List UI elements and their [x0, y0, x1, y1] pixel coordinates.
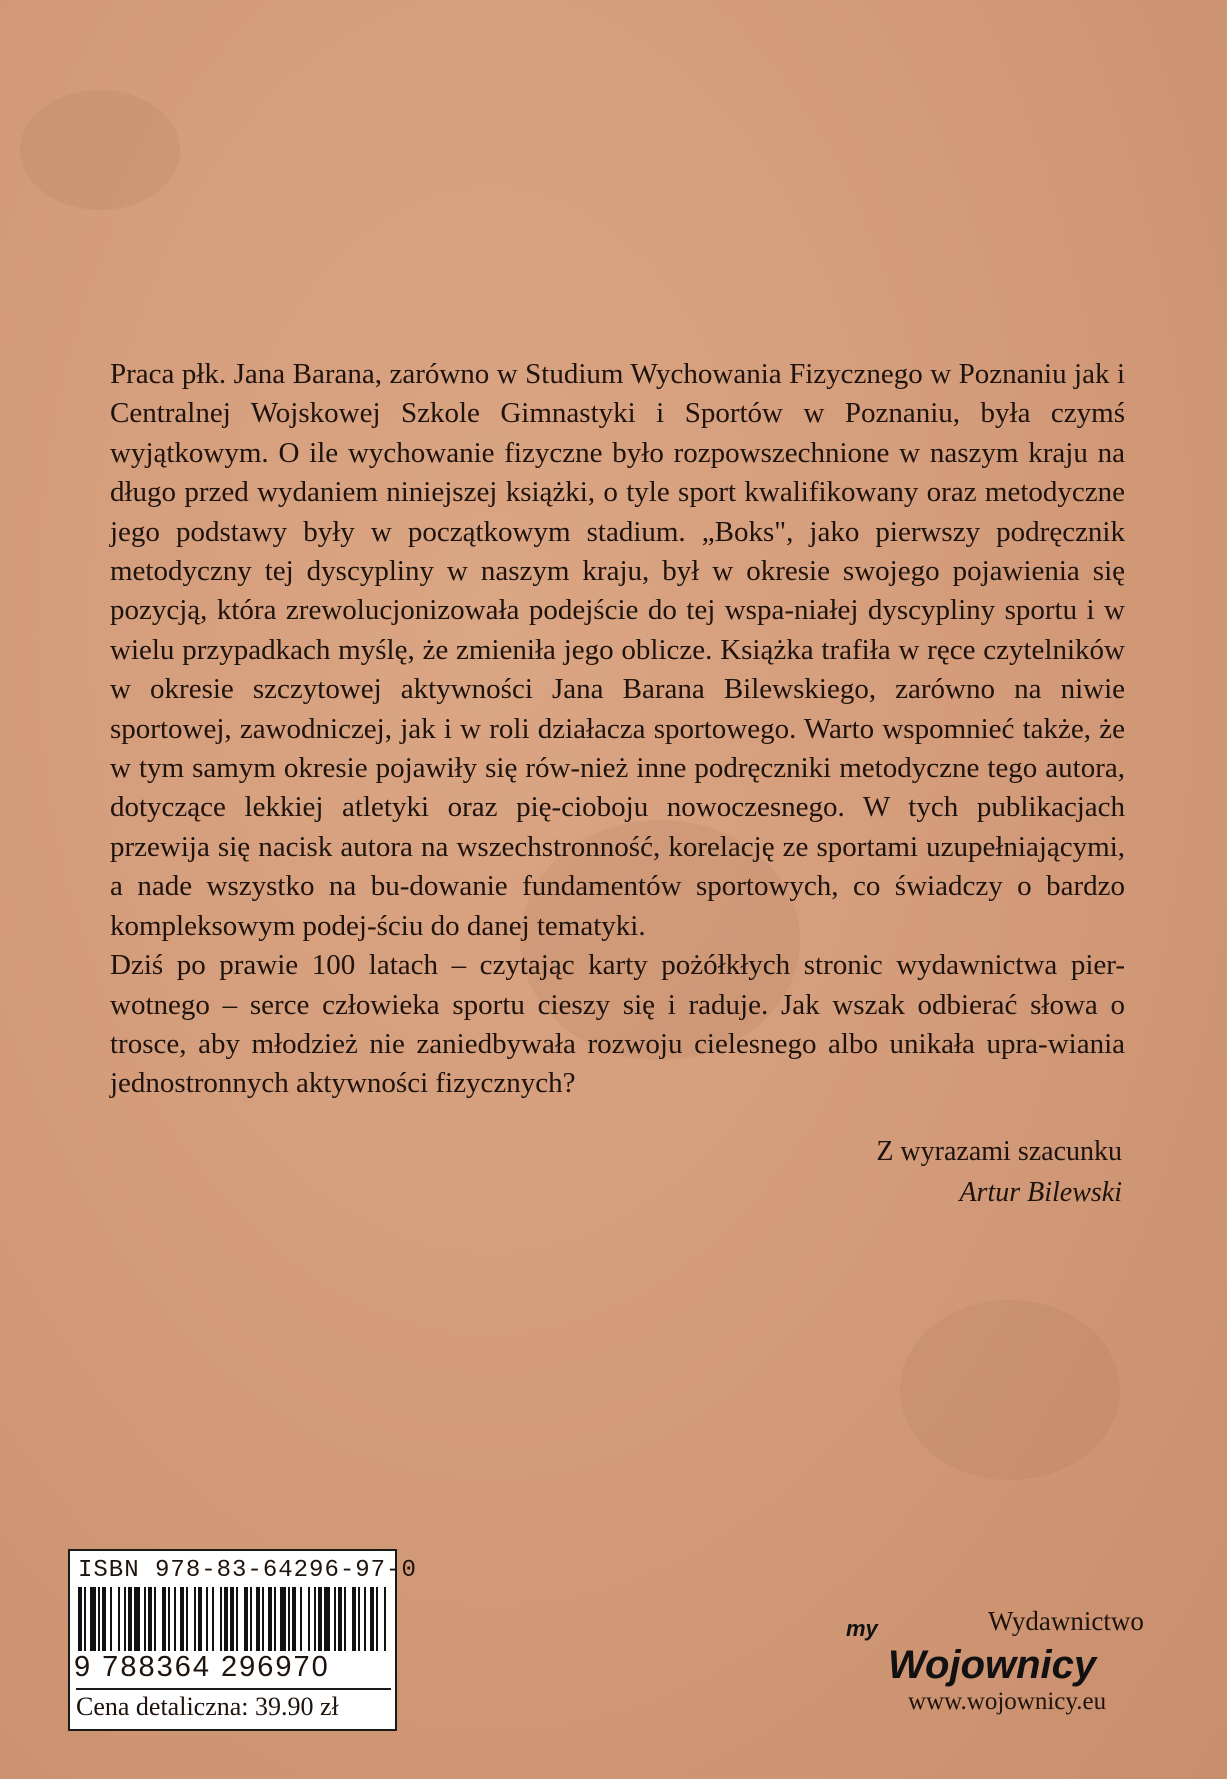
closing-text: Z wyrazami szacunku	[876, 1136, 1122, 1167]
signature	[876, 1131, 1122, 1213]
logo-small-text: my	[846, 1616, 878, 1641]
publisher-name: Wydawnictwo	[988, 1606, 1144, 1636]
isbn-text: ISBN 978-83-64296-97-0	[78, 1557, 417, 1584]
blurb-paragraph: Dziś po prawie 100 latach – czytając karty pożółkłych stronic wydawnictwa pier-wotnego – serce człowieka sportu cieszy się i raduje. Jak wszak odbierać słowa o trosce, aby młodzież nie zaniedbywała rozwoju cielesnego albo unikała upra-wiania jednostronnych aktywności fizycznych?	[110, 949, 1125, 1100]
publisher-block	[838, 1606, 1148, 1726]
paper-stain	[20, 90, 180, 210]
author-name: Artur Bilewski	[959, 1177, 1122, 1208]
barcode-label	[68, 1549, 417, 1731]
barcode-digits: 9 788364 296970	[74, 1651, 394, 1684]
back-cover-blurb	[110, 355, 1125, 1104]
blurb-paragraph: Praca płk. Jana Barana, zarówno w Studium Wychowania Fizycznego w Poznaniu jak i Centralnej Wojskowej Szkole Gimnastyki i Sportów w Poznaniu, była czymś wyjątkowym. O ile wychowanie fizyczne było rozpowszechnione w naszym kraju na długo przed wydaniem niniejszej książki, o tyle sport kwalifikowany oraz metodyczne jego podstawy były w początkowym stadium. „Boks", jako pierwszy podręcznik metodyczny tej dyscypliny w naszym kraju, był w okresie swojego pojawienia się pozycją, która zrewolucjonizowała podejście do tej wspa-niałej dyscypliny sportu i w wielu przypadkach myślę, że zmieniła jego oblicze. Książka trafiła w ręce czytelników w okresie szczytowej aktywności Jana Barana Bilewskiego, zarówno na niwie sportowej, zawodniczej, jak i w roli działacza sportowego. Warto wspomnieć także, że w tym samym okresie pojawiły się rów-nież inne podręczniki metodyczne tego autora, dotyczące lekkiej atletyki oraz pię-cioboju nowoczesnego. W tych publikacjach przewija się nacisk autora na wszechstronność, korelację ze sportami uzupełniającymi, a nade wszystko na bu-dowanie fundamentów sportowych, co świadczy o bardzo kompleksowym podej-ściu do danej tematyki.	[110, 358, 1125, 942]
publisher-url: www.wojownicy.eu	[908, 1688, 1107, 1715]
paper-stain	[900, 1300, 1120, 1480]
retail-price: Cena detaliczna: 39.90 zł	[76, 1688, 391, 1722]
logo-main-text: Wojownicy	[888, 1643, 1097, 1687]
